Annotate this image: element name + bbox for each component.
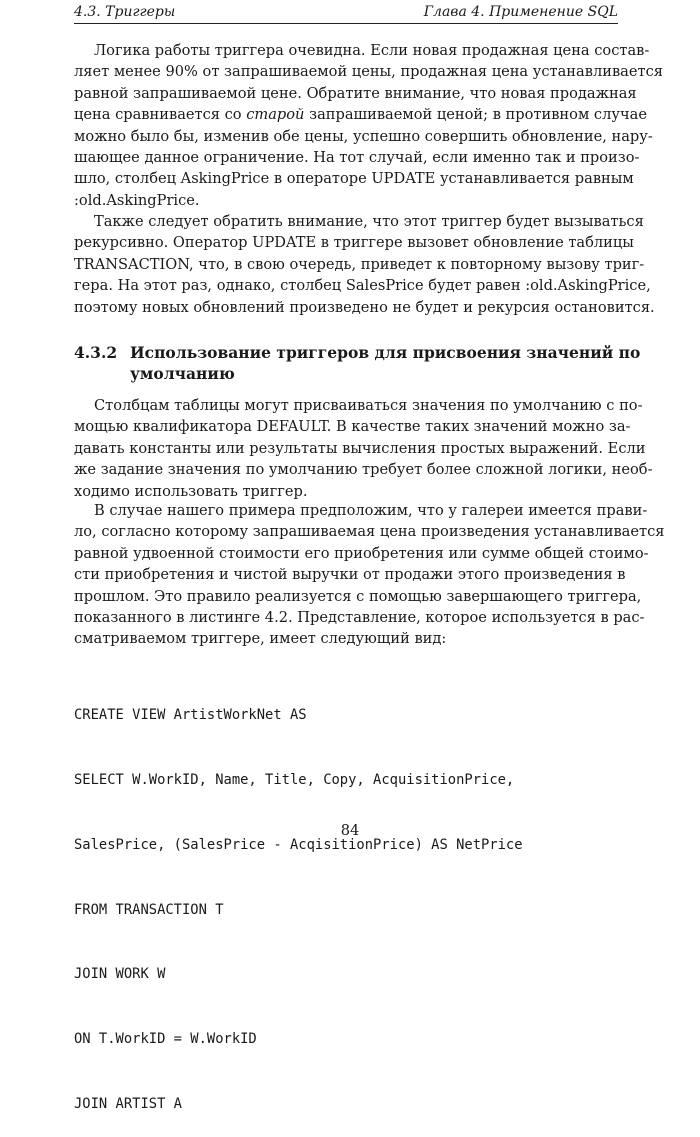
emphasis-old: старой — [246, 106, 305, 124]
code-line: SalesPrice, (SalesPrice - AcqisitionPrice) AS NetPrice — [74, 836, 523, 853]
code-listing — [74, 662, 523, 1137]
text-line: :old.AskingPrice. — [74, 191, 200, 209]
text-line: показанного в листинге 4.2. Представление, которое используется в рас- — [74, 608, 645, 626]
text-line: Столбцам таблицы могут присваиваться значения по умолчанию с по- — [94, 397, 643, 414]
text-line: сти приобретения и чистой выручки от продажи этого произведения в — [74, 566, 626, 584]
text-line: можно было бы, изменив обе цены, успешно совершить обновление, нару- — [74, 127, 653, 145]
text-line: равной удвоенной стоимости его приобретения или сумме общей стоимо- — [74, 544, 649, 562]
text-line: рекурсивно. Оператор UPDATE в триггере вызовет обновление таблицы — [74, 234, 634, 252]
header-chapter-title: Глава 4. Применение SQL — [423, 4, 618, 20]
text-line: сматриваемом триггере, имеет следующий вид: — [74, 630, 447, 648]
code-line: SELECT W.WorkID, Name, Title, Copy, AcquisitionPrice, — [74, 771, 515, 788]
text-line: мощью квалификатора DEFAULT. В качестве таких значений можно за- — [74, 418, 631, 436]
text-line: шло, столбец AskingPrice в операторе UPDATE устанавливается равным — [74, 170, 634, 188]
paragraph-gallery-example — [74, 500, 665, 650]
section-title-line: умолчанию — [130, 364, 235, 383]
code-line: JOIN ARTIST A — [74, 1095, 182, 1112]
paragraph-trigger-logic — [74, 40, 663, 211]
section-title-line: Использование триггеров для присвоения значений по — [130, 343, 641, 362]
text-line: ляет менее 90% от запрашиваемой цены, продажная цена устанавливается — [74, 63, 663, 81]
code-line: CREATE VIEW ArtistWorkNet AS — [74, 707, 307, 724]
text-line: TRANSACTION, что, в свою очередь, приведет к повторному вызову триг- — [74, 255, 645, 273]
text-line: ходимо использовать триггер. — [74, 482, 308, 500]
text-line: гера. На этот раз, однако, столбец SalesPrice будет равен :old.AskingPrice, — [74, 277, 651, 295]
running-header — [74, 3, 618, 24]
text-line: ло, согласно которому запрашиваемая цена произведения устанавливается — [74, 523, 665, 541]
code-line: JOIN WORK W — [74, 966, 166, 983]
text-fragment: цена сравнивается со — [74, 106, 247, 124]
text-line: Также следует обратить внимание, что этот триггер будет вызываться — [94, 213, 644, 230]
code-line: ON T.WorkID = W.WorkID — [74, 1031, 257, 1048]
page-number: 84 — [340, 822, 360, 839]
header-section-title: 4.3. Триггеры — [74, 4, 176, 20]
text-fragment: запрашиваемой ценой; в противном случае — [304, 106, 647, 124]
code-line: FROM TRANSACTION T — [74, 901, 224, 918]
text-line-with-emphasis — [74, 104, 647, 125]
paragraph-recursion — [74, 211, 655, 318]
text-line: прошлом. Это правило реализуется с помощью завершающего триггера, — [74, 587, 642, 605]
text-line: Логика работы триггера очевидна. Если новая продажная цена состав- — [94, 42, 650, 59]
text-line: поэтому новых обновлений произведено не будет и рекурсия остановится. — [74, 298, 655, 316]
text-line: же задание значения по умолчанию требует более сложной логики, необ- — [74, 461, 653, 479]
section-title — [130, 342, 641, 384]
paragraph-default-values — [74, 395, 653, 502]
text-line: шающее данное ограничение. На тот случай, если именно так и произо- — [74, 148, 640, 166]
text-line: давать константы или результаты вычисления простых выражений. Если — [74, 439, 646, 457]
text-line: В случае нашего примера предположим, что у галереи имеется прави- — [94, 502, 648, 519]
text-line: равной запрашиваемой цене. Обратите внимание, что новая продажная — [74, 84, 637, 102]
section-number: 4.3.2 — [74, 343, 118, 362]
